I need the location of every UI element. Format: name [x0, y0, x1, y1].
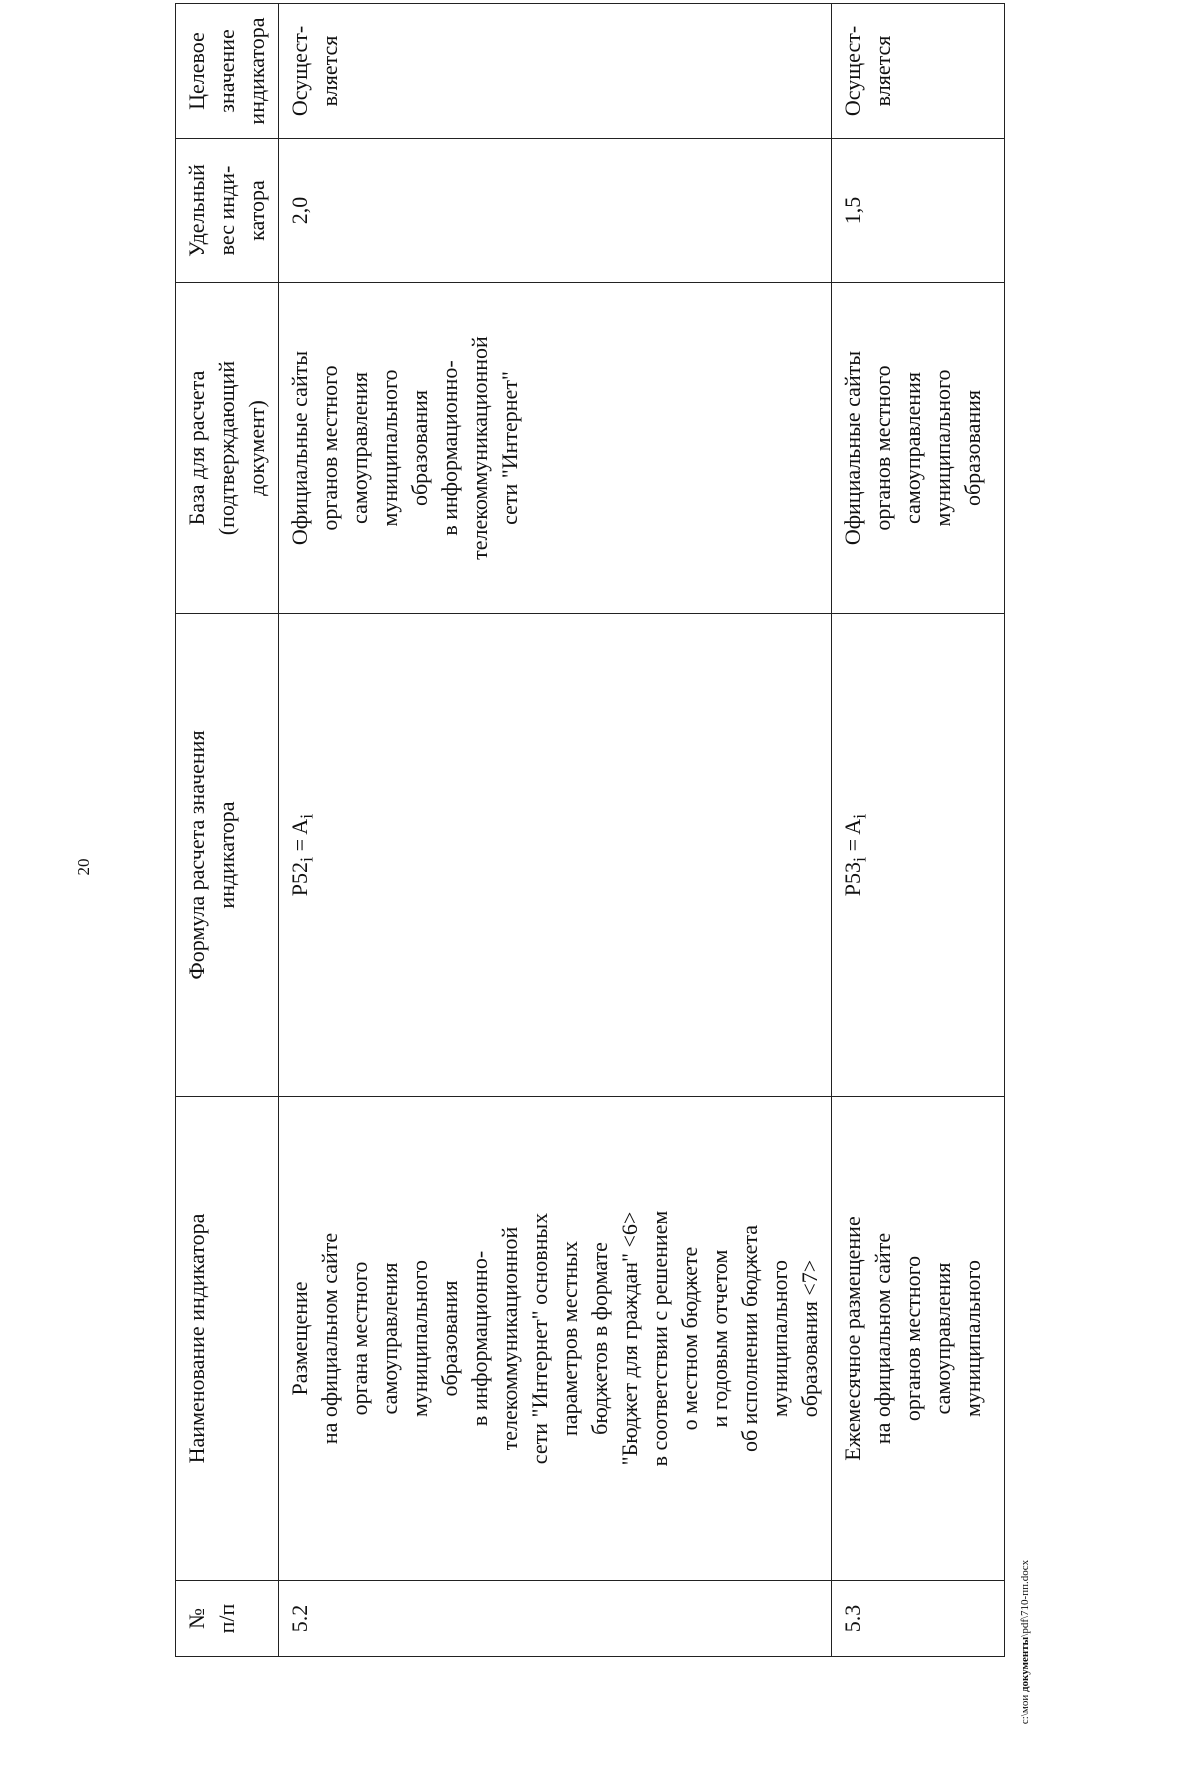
table-row [279, 4, 832, 1657]
header-name-text: Наименование индикатора [184, 1213, 209, 1464]
header-formula-text: Формула расчета значения индикатора [184, 730, 239, 980]
row-formula-var: P53 [840, 862, 865, 897]
row-base [279, 283, 832, 614]
row-weight [279, 139, 832, 283]
row-formula-eq: = A [840, 818, 865, 857]
page-number: 20 [74, 858, 93, 876]
header-weight [176, 139, 279, 283]
table-row [832, 4, 1005, 1657]
row-num-text: 5.3 [840, 1604, 865, 1633]
header-target [176, 4, 279, 139]
row-name [279, 1097, 832, 1581]
header-base [176, 283, 279, 614]
row-name-text: Ежемесячное размещение на официальном сайте органов местного самоуправления муниципального [840, 1216, 985, 1461]
table-header-row [176, 4, 279, 1657]
indicator-table [175, 3, 1005, 1657]
row-num-text: 5.2 [287, 1604, 312, 1633]
row-num [832, 1581, 1005, 1657]
header-base-text: База для расчета (подтверждающий документ) [184, 360, 269, 536]
row-formula-eq-sub: i [849, 813, 870, 819]
row-target-text: Осущест- вляется [840, 25, 895, 117]
row-target [832, 4, 1005, 139]
header-target-text: Целевое значение индикатора [184, 17, 269, 125]
row-weight [832, 139, 1005, 283]
indicator-table-rotated [175, 17, 1025, 1697]
row-num [279, 1581, 832, 1657]
row-base-text: Официальные сайты органов местного самоуправления муниципального образования в информационно- телекоммуникационной сети "Интернет" [287, 336, 522, 560]
row-weight-text: 2,0 [287, 196, 312, 225]
row-formula-eq-sub: i [296, 813, 317, 819]
row-formula [832, 614, 1005, 1097]
row-formula-eq: = A [287, 818, 312, 857]
row-name-text: Размещение на официальном сайте органа местного самоуправления муниципального образования в информационно- телекоммуникационной сети "Интернет" основных параметров местных бюджетов в формате "Бюджет для граждан" <6> в соответствии с решением о местном бюджете и годовым отчетом об исполнении бюджета муниципального образования <7> [287, 1210, 822, 1467]
footer-path-bold: документы [1019, 1636, 1031, 1693]
header-name [176, 1097, 279, 1581]
header-formula [176, 614, 279, 1097]
footer-path-suffix: \pdf\710-пп.docx [1019, 1559, 1031, 1637]
row-formula-var-sub: i [849, 856, 870, 863]
header-weight-text: Удельный вес инди- катора [184, 164, 269, 257]
row-base [832, 283, 1005, 614]
row-name [832, 1097, 1005, 1581]
row-weight-text: 1,5 [840, 196, 865, 225]
row-formula-var-sub: i [296, 856, 317, 863]
row-formula [279, 614, 832, 1097]
header-num [176, 1581, 279, 1657]
row-base-text: Официальные сайты органов местного самоуправления муниципального образования [840, 350, 985, 546]
header-num-text: № п/п [184, 1603, 239, 1634]
row-formula-var: P52 [287, 862, 312, 897]
row-target-text: Осущест- вляется [287, 25, 342, 117]
row-target [279, 4, 832, 139]
footer-path-prefix: c:\мои [1019, 1692, 1031, 1725]
